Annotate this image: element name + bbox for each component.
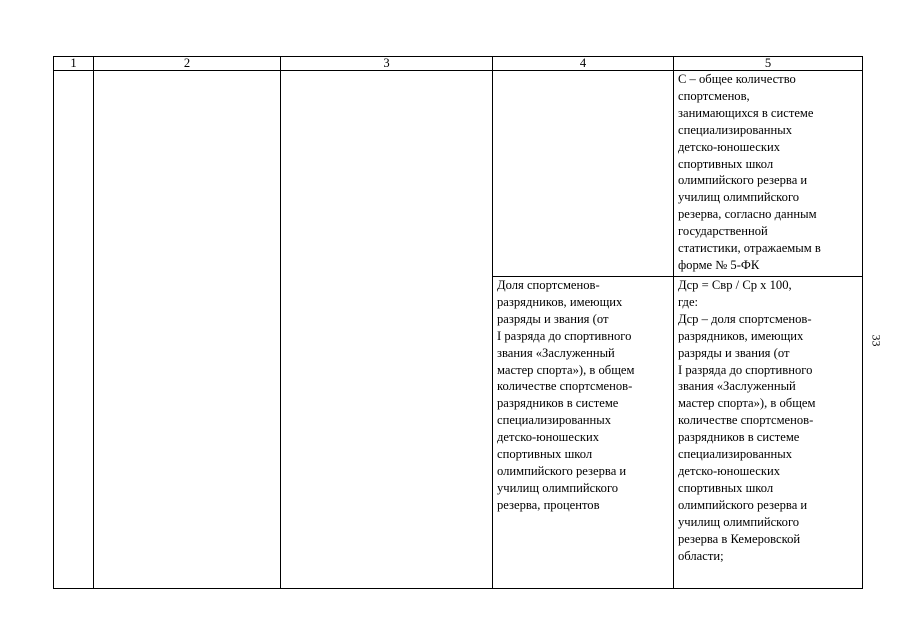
table-row (54, 71, 863, 277)
header-col-2: 2 (94, 57, 281, 71)
document-table (53, 56, 863, 589)
cell-col-3 (281, 71, 493, 589)
header-col-1: 1 (54, 57, 94, 71)
cell-col-2 (94, 71, 281, 589)
cell-col-1 (54, 71, 94, 589)
cell-text-formula: Дср = Свр / Ср x 100, где: Дср – доля спортсменов- разрядников, имеющих разряды и звания (от I разряда до спортивного звания «Заслуженный мастер спорта»), в общем количестве спортсменов- разрядников в системе специализированных детско-юношеских спортивных школ олимпийского резерва и училищ олимпийского резерва в Кемеровской области; (678, 278, 816, 563)
header-row (54, 57, 863, 71)
cell-col-5 (674, 277, 863, 589)
cell-col-4 (493, 277, 674, 589)
page-number: 33 (869, 334, 884, 347)
header-col-3: 3 (281, 57, 493, 71)
header-col-5: 5 (674, 57, 863, 71)
cell-col-4 (493, 71, 674, 277)
header-col-4: 4 (493, 57, 674, 71)
cell-text-indicator-name: Доля спортсменов- разрядников, имеющих разряды и звания (от I разряда до спортивного звания «Заслуженный мастер спорта»), в общем количестве спортсменов- разрядников в системе специализированных детско-юношеских спортивных школ олимпийского резерва и училищ олимпийского резерва, процентов (497, 278, 635, 512)
cell-col-5 (674, 71, 863, 277)
cell-text-count-definition: С – общее количество спортсменов, занимающихся в системе специализированных детско-юношеских спортивных школ олимпийского резерва и училищ олимпийского резерва, согласно данным государственной статистики, отражаемым в форме № 5-ФК (678, 72, 821, 272)
